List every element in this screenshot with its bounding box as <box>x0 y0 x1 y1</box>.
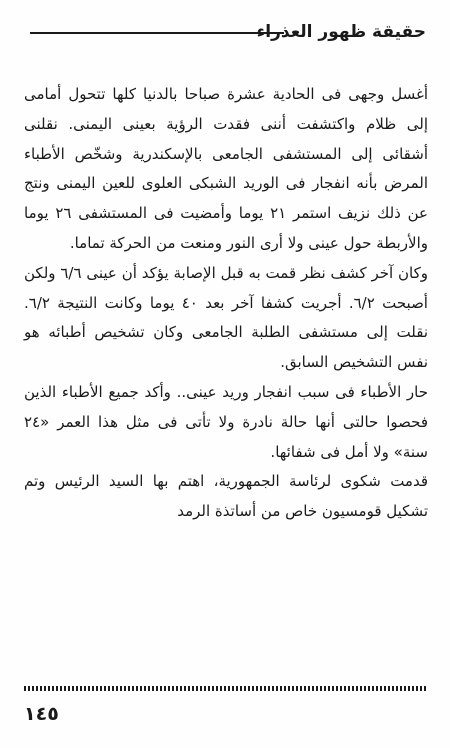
page-body <box>24 80 428 527</box>
paragraph: حار الأطباء فى سبب انفجار وريد عينى.. وأكد جميع الأطباء الذين فحصوا حالتى أنها حالة نادرة ولا تأتى فى مثل هذا العمر «٢٤ سنة» ولا أمل فى شفائها. <box>24 382 428 461</box>
book-title: حقيقة ظهور العذراء <box>256 22 426 42</box>
paragraph: وكان آخر كشف نظر قمت به قبل الإصابة يؤكد أن عينى ٦/٦ ولكن أصبحت ٦/٢. أجريت كشفا آخر بعد ٤٠ يوما وكانت النتيجة ٦/٢. نقلت إلى مستشفى الطلبة الجامعى وكان تشخيص أطبائه هو نفس التشخيص السابق. <box>24 263 428 372</box>
running-header <box>30 20 426 48</box>
page-number: ١٤٥ <box>24 703 59 725</box>
paragraph: قدمت شكوى لرئاسة الجمهورية، اهتم بها السيد الرئيس وتم تشكيل قومسيون خاص من أساتذة الرمد <box>24 472 428 521</box>
header-rule <box>30 32 284 34</box>
paragraph: أغسل وجهى فى الحادية عشرة صباحا بالدنيا كلها تتحول أمامى إلى ظلام واكتشفت أننى فقدت الرؤية بعينى اليمنى. نقلنى أشقائى إلى المستشفى الجامعى بالإسكندرية وشخّص الأطباء المرض بأنه انفجار فى الوريد الشبكى العلوى للعين اليمنى ونتج عن ذلك نزيف استمر ٢١ يوما وأمضيت فى المستشفى ٢٦ يوما والأربطة حول عينى ولا أرى النور ومنعت من الحركة تماما. <box>24 85 429 252</box>
footer-rule <box>24 686 426 691</box>
